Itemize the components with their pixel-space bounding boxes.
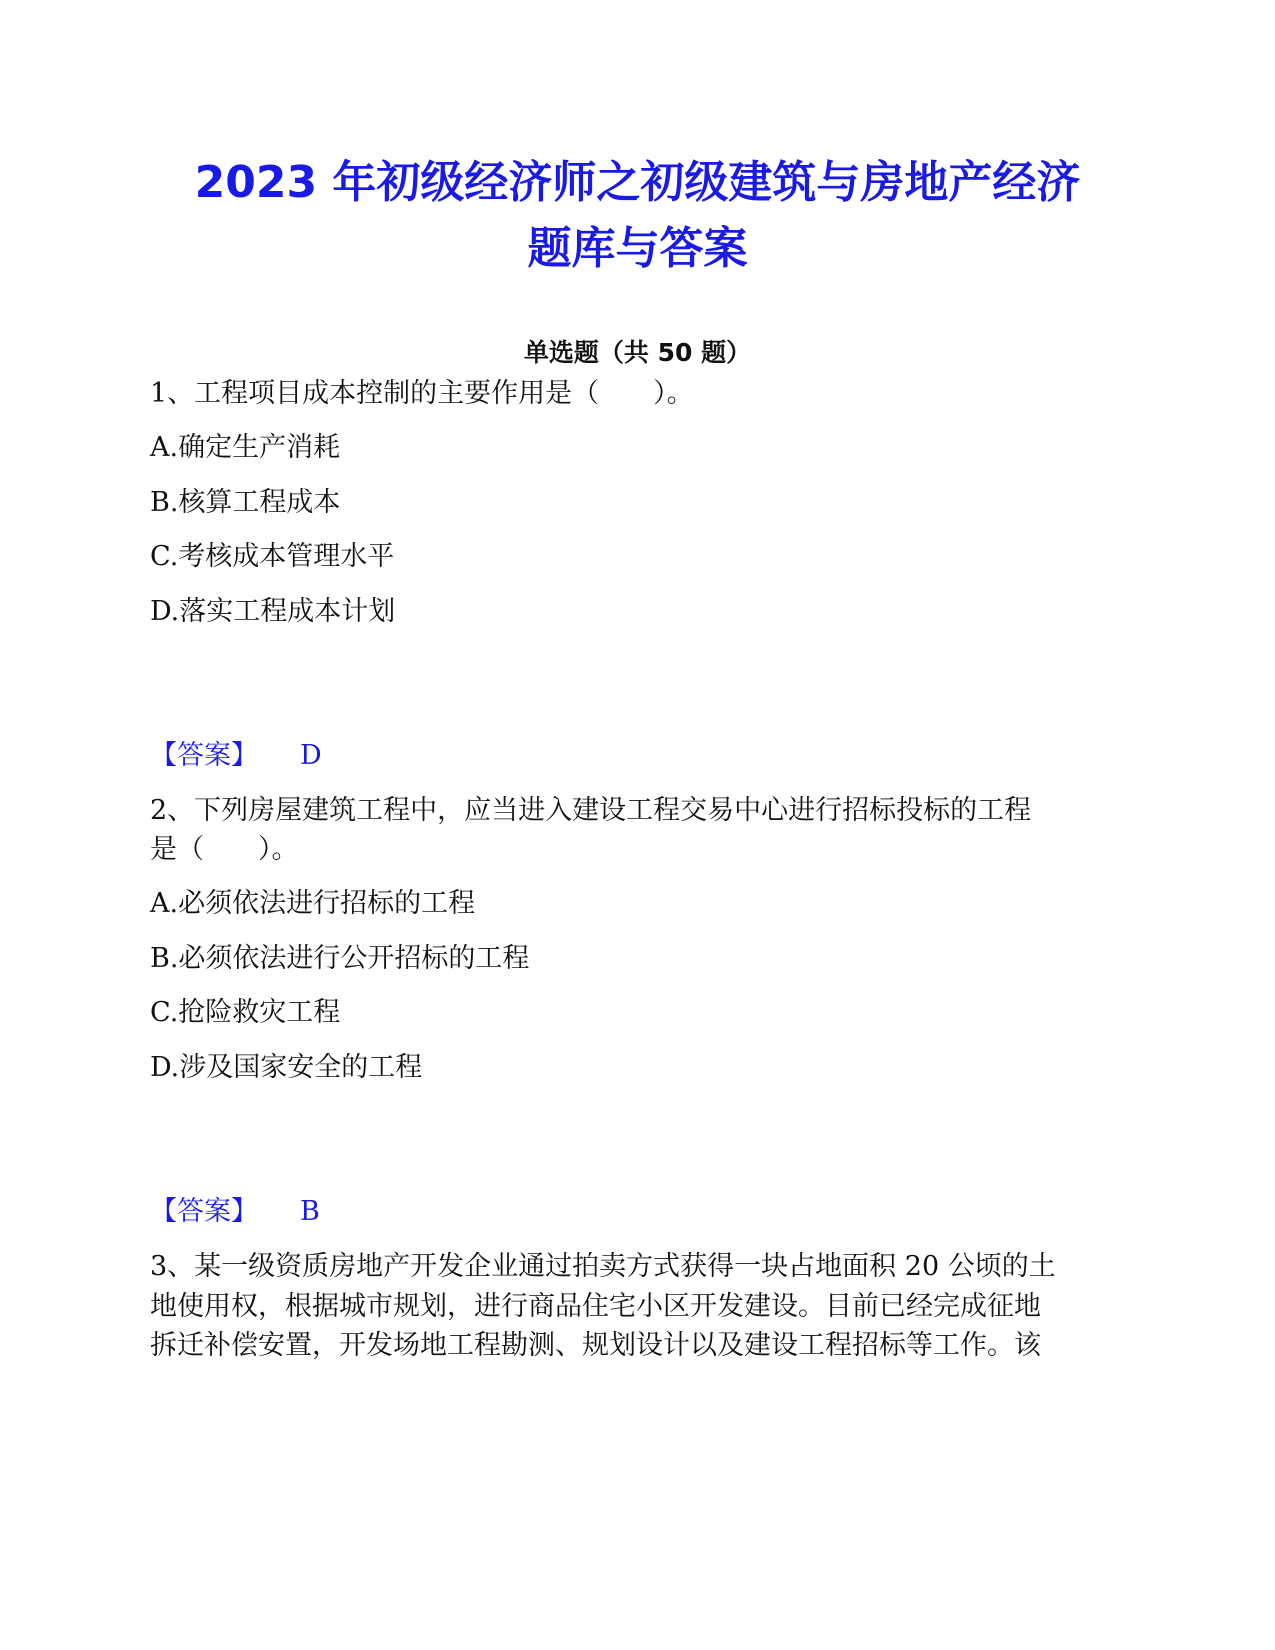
section-heading: 单选题（共 50 题）	[523, 338, 752, 367]
question-1-option-d: D.落实工程成本计划	[150, 596, 396, 627]
question-1-answer	[150, 736, 322, 776]
question-2-option-a: A.必须依法进行招标的工程	[150, 888, 476, 919]
answer-tag: 【答案】	[150, 740, 258, 771]
question-2-stem-line-2: 是（ ）。	[150, 834, 299, 865]
question-3-stem-line-3: 拆迁补偿安置，开发场地工程勘测、规划设计以及建设工程招标等工作。该	[150, 1330, 1041, 1361]
question-1-stem: 1、工程项目成本控制的主要作用是（ ）。	[150, 378, 694, 409]
question-1-option-b: B.核算工程成本	[150, 487, 341, 518]
question-1-option-a: A.确定生产消耗	[150, 432, 341, 463]
question-1-option-c: C.考核成本管理水平	[150, 541, 395, 572]
answer-value: D	[300, 740, 322, 771]
answer-value: B	[300, 1196, 320, 1227]
question-2-option-b: B.必须依法进行公开招标的工程	[150, 943, 530, 974]
question-2-option-d: D.涉及国家安全的工程	[150, 1052, 423, 1083]
question-2-stem-line-1: 2、下列房屋建筑工程中，应当进入建设工程交易中心进行招标投标的工程	[150, 795, 1032, 826]
answer-tag: 【答案】	[150, 1196, 258, 1227]
question-3-stem-line-2: 地使用权，根据城市规划，进行商品住宅小区开发建设。目前已经完成征地	[150, 1291, 1041, 1322]
document-title-line-2: 题库与答案	[527, 223, 748, 274]
question-2-answer	[150, 1192, 320, 1232]
question-2-option-c: C.抢险救灾工程	[150, 997, 341, 1028]
question-3-stem-line-1: 3、某一级资质房地产开发企业通过拍卖方式获得一块占地面积 20 公顷的土	[150, 1251, 1056, 1282]
document-title-line-1: 2023 年初级经济师之初级建筑与房地产经济	[194, 157, 1081, 208]
